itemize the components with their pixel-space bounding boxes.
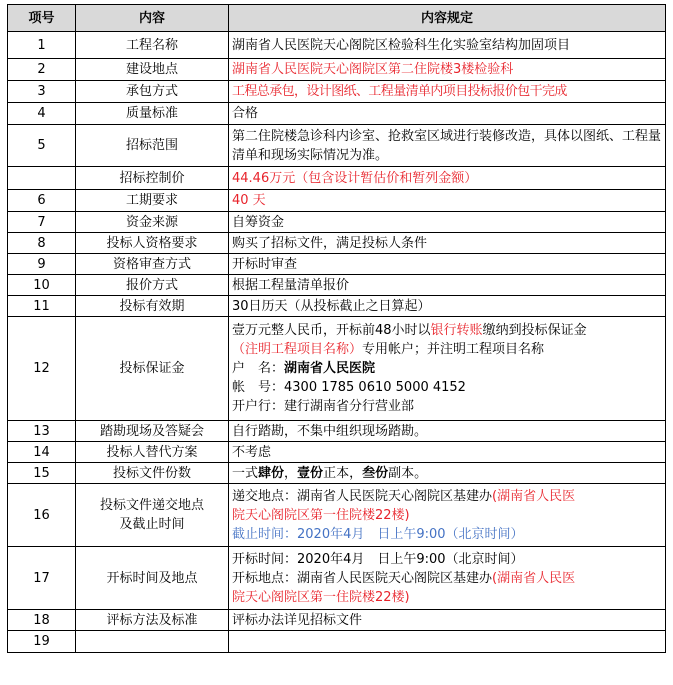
row-num: 18 xyxy=(8,610,76,631)
row-name-line: 及截止时间 xyxy=(119,517,185,532)
deposit-bank: 开户行：建行湖南省分行营业部 xyxy=(232,399,415,414)
row-content: 30日历天（从投标截止之日算起） xyxy=(229,296,666,317)
submission-place-note: (湖南省人民医 xyxy=(492,488,576,504)
row-content-opening xyxy=(229,547,666,610)
submission-line-1 xyxy=(232,487,662,506)
row-content: 购买了招标文件，满足投标人条件 xyxy=(229,233,666,254)
deposit-text: 壹万元整人民币，开标前48小时以 xyxy=(232,323,431,338)
table-row xyxy=(8,167,666,190)
deposit-text: 缴纳到投标保证金 xyxy=(482,323,587,338)
row-num xyxy=(8,167,76,190)
row-content-copies xyxy=(229,463,666,484)
header-num: 项号 xyxy=(8,5,76,32)
deposit-line-3 xyxy=(232,359,662,378)
deposit-account-number: 帐 号：4300 1785 0610 5000 4152 xyxy=(232,380,466,395)
table-row xyxy=(8,610,666,631)
table-row xyxy=(8,296,666,317)
row-name: 承包方式 xyxy=(76,81,229,103)
row-num: 19 xyxy=(8,631,76,653)
row-content: 自筹资金 xyxy=(229,212,666,233)
row-num: 16 xyxy=(8,484,76,547)
row-name: 资格审查方式 xyxy=(76,254,229,275)
deposit-bank-transfer: 银行转账 xyxy=(430,323,483,338)
row-num: 10 xyxy=(8,275,76,296)
copies-text: 副本。 xyxy=(388,465,428,481)
row-content: 第二住院楼急诊科内诊室、抢救室区域进行装修改造，具体以图纸、工程量清单和现场实际情况为准。 xyxy=(229,125,666,167)
row-name: 工程名称 xyxy=(76,32,229,59)
row-content-deposit xyxy=(229,317,666,421)
row-content: 工程总承包，设计图纸、工程量清单内项目投标报价包干完成 xyxy=(229,81,666,103)
table-row xyxy=(8,547,666,610)
row-num: 4 xyxy=(8,103,76,125)
row-content: 合格 xyxy=(229,103,666,125)
table-row xyxy=(8,81,666,103)
table-row xyxy=(8,463,666,484)
table-row xyxy=(8,233,666,254)
table-row xyxy=(8,275,666,296)
copies-text: ， xyxy=(284,465,298,481)
row-name-line: 投标文件递交地点 xyxy=(99,498,204,513)
row-num: 11 xyxy=(8,296,76,317)
row-content: 自行踏勘，不集中组织现场踏勘。 xyxy=(229,421,666,442)
row-name: 投标有效期 xyxy=(76,296,229,317)
account-name-value: 湖南省人民医院 xyxy=(284,361,376,376)
table-row xyxy=(8,59,666,81)
table-row xyxy=(8,442,666,463)
table-row xyxy=(8,125,666,167)
row-num: 1 xyxy=(8,32,76,59)
header-content: 内容规定 xyxy=(229,5,666,32)
copies-text: 正本， xyxy=(323,465,363,481)
row-name: 建设地点 xyxy=(76,59,229,81)
row-content: 湖南省人民医院天心阁院区第二住院楼3楼检验科 xyxy=(229,59,666,81)
row-num: 17 xyxy=(8,547,76,610)
submission-deadline: 截止时间：2020年4月 日上午9:00（北京时间） xyxy=(232,526,524,542)
row-num: 8 xyxy=(8,233,76,254)
row-name: 投标保证金 xyxy=(76,317,229,421)
row-content: 44.46万元（包含设计暂估价和暂列金额） xyxy=(229,167,666,190)
opening-place: 开标地点：湖南省人民医院天心阁院区基建办 xyxy=(232,570,493,586)
row-num: 12 xyxy=(8,317,76,421)
row-content xyxy=(229,631,666,653)
row-num: 9 xyxy=(8,254,76,275)
row-content: 40 天 xyxy=(229,190,666,212)
deposit-line-2 xyxy=(232,340,662,359)
table-row xyxy=(8,631,666,653)
row-content: 不考虑 xyxy=(229,442,666,463)
copies-total: 肆份 xyxy=(258,465,285,481)
row-content: 湖南省人民医院天心阁院区检验科生化实验室结构加固项目 xyxy=(229,32,666,59)
opening-line-2 xyxy=(232,569,662,588)
copies-text: 一式 xyxy=(232,465,259,481)
row-content: 开标时审查 xyxy=(229,254,666,275)
row-num: 6 xyxy=(8,190,76,212)
row-num: 13 xyxy=(8,421,76,442)
table-row xyxy=(8,317,666,421)
table-row xyxy=(8,421,666,442)
opening-place-note-cont: 院天心阁院区第一住院楼22楼) xyxy=(232,589,410,605)
table-row xyxy=(8,103,666,125)
row-name: 质量标准 xyxy=(76,103,229,125)
row-name: 报价方式 xyxy=(76,275,229,296)
row-name xyxy=(76,631,229,653)
row-num: 2 xyxy=(8,59,76,81)
row-content-submission xyxy=(229,484,666,547)
row-num: 15 xyxy=(8,463,76,484)
opening-place-note: (湖南省人民医 xyxy=(492,570,576,586)
row-num: 14 xyxy=(8,442,76,463)
row-num: 7 xyxy=(8,212,76,233)
row-name: 资金来源 xyxy=(76,212,229,233)
table-header-row xyxy=(8,5,666,32)
copies-duplicate: 叁份 xyxy=(362,465,389,481)
row-name: 评标方法及标准 xyxy=(76,610,229,631)
bid-terms-table xyxy=(7,4,666,653)
row-num: 5 xyxy=(8,125,76,167)
submission-place: 递交地点：湖南省人民医院天心阁院区基建办 xyxy=(232,488,493,504)
header-name: 内容 xyxy=(76,5,229,32)
row-name xyxy=(76,484,229,547)
submission-place-note-cont: 院天心阁院区第一住院楼22楼) xyxy=(232,507,410,523)
opening-time: 开标时间：2020年4月 日上午9:00（北京时间） xyxy=(232,551,524,567)
deposit-line-1 xyxy=(232,321,662,340)
row-name: 投标人资格要求 xyxy=(76,233,229,254)
row-name: 踏勘现场及答疑会 xyxy=(76,421,229,442)
row-name: 开标时间及地点 xyxy=(76,547,229,610)
row-name: 投标人替代方案 xyxy=(76,442,229,463)
table-row xyxy=(8,212,666,233)
deposit-note: （注明工程项目名称） xyxy=(232,342,363,357)
table-row xyxy=(8,190,666,212)
row-content: 根据工程量清单报价 xyxy=(229,275,666,296)
table-row xyxy=(8,32,666,59)
row-name: 投标文件份数 xyxy=(76,463,229,484)
row-name: 招标范围 xyxy=(76,125,229,167)
row-name: 工期要求 xyxy=(76,190,229,212)
table-row xyxy=(8,254,666,275)
row-content: 评标办法详见招标文件 xyxy=(229,610,666,631)
account-name-label: 户 名： xyxy=(232,361,285,376)
table-row xyxy=(8,484,666,547)
copies-original: 壹份 xyxy=(297,465,324,481)
deposit-text: 专用帐户；并注明工程项目名称 xyxy=(362,342,545,357)
row-name: 招标控制价 xyxy=(76,167,229,190)
row-num: 3 xyxy=(8,81,76,103)
